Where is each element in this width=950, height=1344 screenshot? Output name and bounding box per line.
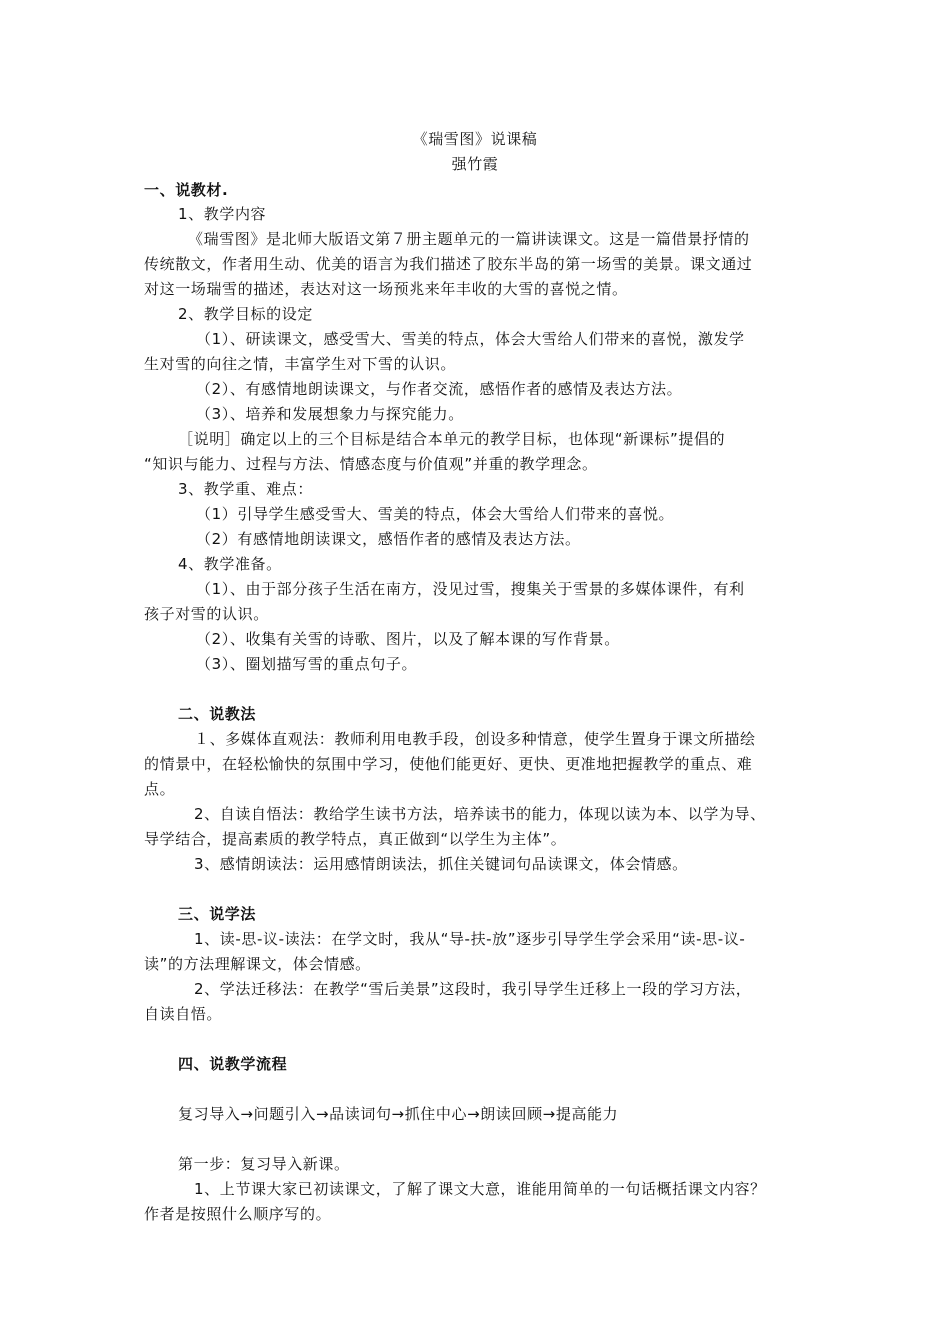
subheading-teaching-goals: 2、教学目标的设定: [178, 305, 313, 323]
list-item-line: （1）、由于部分孩子生活在南方，没见过雪，搜集关于雪景的多媒体课件，有利: [196, 580, 745, 598]
list-item-line: （1）引导学生感受雪大、雪美的特点，体会大雪给人们带来的喜悦。: [196, 505, 675, 523]
section-heading-1: 一、说教材.: [144, 181, 229, 199]
subheading-teaching-content: 1、教学内容: [178, 205, 267, 223]
paragraph-line: 作者是按照什么顺序写的。: [144, 1205, 332, 1223]
paragraph-line: 读”的方法理解课文，体会情感。: [144, 955, 371, 973]
paragraph-line: “知识与能力、过程与方法、情感态度与价值观”并重的教学理念。: [144, 455, 598, 473]
paragraph-line: 1、上节课大家已初读课文，了解了课文大意，谁能用简单的一句话概括课文内容？: [194, 1180, 766, 1198]
list-item-line: （2）、有感情地朗读课文，与作者交流，感悟作者的感情及表达方法。: [196, 380, 683, 398]
paragraph-line: 2、自读自悟法：教给学生读书方法，培养读书的能力，体现以读为本、以学为导、: [194, 805, 766, 823]
paragraph-line: 点。: [144, 780, 176, 798]
document-author: 强竹霞: [451, 155, 499, 173]
section-heading-3: 三、说学法: [178, 905, 257, 923]
subheading-key-points: 3、教学重、难点：: [178, 480, 313, 498]
paragraph-line: 对这一场瑞雪的描述，表达对这一场预兆来年丰收的大雪的喜悦之情。: [144, 280, 628, 298]
step-heading: 第一步：复习导入新课。: [178, 1155, 350, 1173]
paragraph-line: 的情景中，在轻松愉快的氛围中学习，使他们能更好、更快、更准地把握教学的重点、难: [144, 755, 753, 773]
paragraph-line: 传统散文，作者用生动、优美的语言为我们描述了胶东半岛的第一场雪的美景。课文通过: [144, 255, 753, 273]
section-heading-4: 四、说教学流程: [178, 1055, 288, 1073]
section-heading-2: 二、说教法: [178, 705, 257, 723]
document-title: 《瑞雪图》说课稿: [412, 130, 538, 148]
subheading-preparation: 4、教学准备。: [178, 555, 282, 573]
list-item-line: （1）、研读课文，感受雪大、雪美的特点，体会大雪给人们带来的喜悦，激发学: [196, 330, 745, 348]
list-item-line: 孩子对雪的认识。: [144, 605, 269, 623]
paragraph-line: １、多媒体直观法：教师利用电教手段，创设多种情意，使学生置身于课文所描绘: [194, 730, 756, 748]
paragraph-line: ［说明］确定以上的三个目标是结合本单元的教学目标，也体现“新课标”提倡的: [178, 430, 726, 448]
paragraph-line: 1、读-思-议-读法：在学文时，我从“导-扶-放”逐步引导学生学会采用“读-思-议-: [194, 930, 746, 948]
list-item-line: （3）、培养和发展想象力与探究能力。: [196, 405, 464, 423]
paragraph-line: 《瑞雪图》是北师大版语文第７册主题单元的一篇讲读课文。这是一篇借景抒情的: [188, 230, 750, 248]
paragraph-line: 导学结合，提高素质的教学特点，真正做到“以学生为主体”。: [144, 830, 567, 848]
list-item-line: （3）、圈划描写雪的重点句子。: [196, 655, 418, 673]
paragraph-line: 自读自悟。: [144, 1005, 223, 1023]
paragraph-line: 2、学法迁移法：在教学“雪后美景”这段时，我引导学生迁移上一段的学习方法，: [194, 980, 752, 998]
list-item-line: （2）有感情地朗读课文，感悟作者的感情及表达方法。: [196, 530, 581, 548]
paragraph-line: 3、感情朗读法：运用感情朗读法，抓住关键词句品读课文，体会情感。: [194, 855, 688, 873]
list-item-line: （2）、收集有关雪的诗歌、图片，以及了解本课的写作背景。: [196, 630, 620, 648]
list-item-line: 生对雪的向往之情，丰富学生对下雪的认识。: [144, 355, 457, 373]
teaching-flow: 复习导入→问题引入→品读词句→抓住中心→朗读回顾→提高能力: [178, 1105, 619, 1123]
